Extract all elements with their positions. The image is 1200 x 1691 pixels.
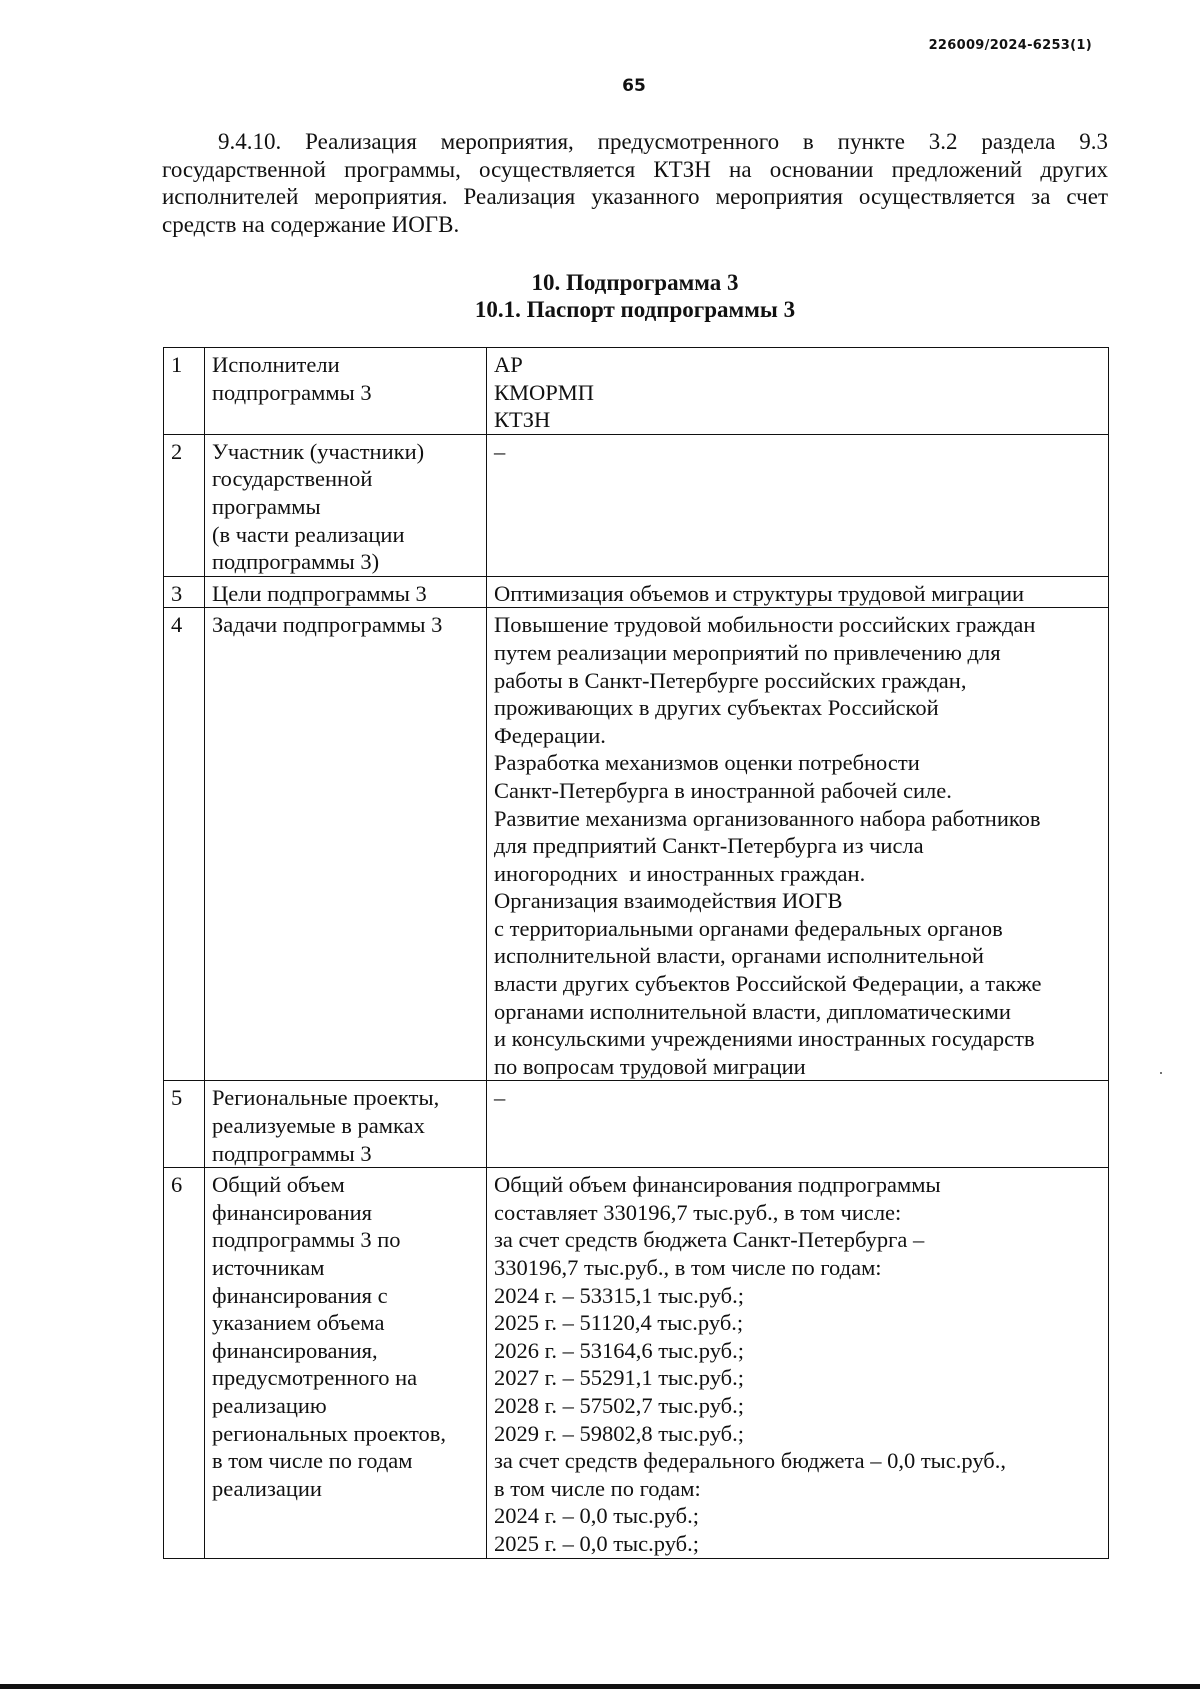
table-row bbox=[164, 1081, 1109, 1168]
label-line: реализации bbox=[212, 1475, 322, 1501]
label-line: реализуемые в рамках bbox=[212, 1113, 425, 1139]
subsection-heading: 10.1. Паспорт подпрограммы 3 bbox=[474, 297, 796, 322]
row-content bbox=[487, 1081, 1109, 1168]
row-label bbox=[205, 1081, 487, 1168]
content-line: 2025 г. – 51120,4 тыс.руб.; bbox=[494, 1310, 744, 1336]
row-content bbox=[487, 608, 1109, 1081]
content-line: с территориальными органами федеральных органов bbox=[494, 915, 1003, 941]
label-line: Участник (участники) bbox=[212, 438, 425, 464]
section-heading: 10. Подпрограмма 3 bbox=[531, 270, 739, 295]
content-line: по вопросам трудовой миграции bbox=[494, 1053, 806, 1079]
label-line: финансирования bbox=[212, 1199, 372, 1225]
content-line: – bbox=[494, 1085, 506, 1111]
label-line: подпрограммы 3 по bbox=[212, 1227, 401, 1253]
label-line: подпрограммы 3) bbox=[212, 549, 380, 575]
label-line: региональных проектов, bbox=[212, 1420, 446, 1446]
label-line: реализацию bbox=[212, 1392, 327, 1418]
table-row bbox=[164, 576, 1109, 608]
table-row bbox=[164, 1168, 1109, 1558]
row-label bbox=[205, 348, 487, 435]
row-content bbox=[487, 1168, 1109, 1558]
table-row bbox=[164, 434, 1109, 576]
label-line: указанием объема bbox=[212, 1310, 385, 1336]
content-line: Федерации. bbox=[494, 722, 606, 748]
content-line: иногородних и иностранных граждан. bbox=[494, 860, 866, 886]
table-row bbox=[164, 608, 1109, 1081]
content-line: АР bbox=[494, 352, 523, 377]
content-line: составляет 330196,7 тыс.руб., в том числе: bbox=[494, 1199, 902, 1225]
content-line: 2027 г. – 55291,1 тыс.руб.; bbox=[494, 1365, 744, 1391]
content-line: 2025 г. – 0,0 тыс.руб.; bbox=[494, 1530, 699, 1556]
content-line: Оптимизация объемов и структуры трудовой миграции bbox=[494, 580, 1025, 606]
intro-paragraph: 9.4.10. Реализация мероприятия, предусмотренного в пункте 3.2 раздела 9.3 государственной программы, осуществляется КТЗН на основании предложений других исполнителей мероприятия. Реализация указанного мероприятия осуществляется за счет средств на содержание ИОГВ. bbox=[162, 129, 1108, 237]
content-line: Развитие механизма организованного набора работников bbox=[494, 805, 1041, 831]
row-label bbox=[205, 434, 487, 576]
content-line: власти других субъектов Российской Федерации, а также bbox=[494, 971, 1042, 997]
row-number: 2 bbox=[164, 434, 205, 576]
row-number: 4 bbox=[164, 608, 205, 1081]
table-row bbox=[164, 348, 1109, 435]
content-line: работы в Санкт-Петербурге российских граждан, bbox=[494, 667, 967, 693]
label-line: Задачи подпрограммы 3 bbox=[212, 612, 443, 638]
page-number: 65 bbox=[622, 76, 646, 96]
content-line: 2024 г. – 0,0 тыс.руб.; bbox=[494, 1503, 699, 1529]
row-content bbox=[487, 348, 1109, 435]
label-line: Цели подпрограммы 3 bbox=[212, 580, 427, 606]
label-line: государственной bbox=[212, 466, 373, 492]
scan-speck bbox=[1160, 1072, 1162, 1074]
content-line: – bbox=[494, 438, 506, 464]
label-line: Общий объем bbox=[212, 1172, 345, 1198]
row-number: 1 bbox=[164, 348, 205, 435]
row-label bbox=[205, 1168, 487, 1558]
content-line: Санкт-Петербурга в иностранной рабочей силе. bbox=[494, 777, 952, 803]
row-content bbox=[487, 434, 1109, 576]
content-line: путем реализации мероприятий по привлечению для bbox=[494, 639, 1001, 665]
content-line: Общий объем финансирования подпрограммы bbox=[494, 1172, 941, 1198]
label-line: финансирования, bbox=[212, 1337, 378, 1363]
subprogram-passport-table bbox=[163, 347, 1109, 1559]
content-line: Разработка механизмов оценки потребности bbox=[494, 750, 920, 776]
label-line: подпрограммы 3 bbox=[212, 1140, 372, 1166]
content-line: в том числе по годам: bbox=[494, 1475, 701, 1501]
content-line: КМОРМП bbox=[494, 379, 595, 405]
row-number: 3 bbox=[164, 576, 205, 608]
label-line: подпрограммы 3 bbox=[212, 379, 372, 405]
row-content bbox=[487, 576, 1109, 608]
content-line: 330196,7 тыс.руб., в том числе по годам: bbox=[494, 1255, 882, 1280]
content-line: 2026 г. – 53164,6 тыс.руб.; bbox=[494, 1337, 744, 1363]
content-line: проживающих в других субъектах Российской bbox=[494, 695, 939, 721]
content-line: исполнительной власти, органами исполнительной bbox=[494, 943, 984, 969]
content-line: органами исполнительной власти, дипломатическими bbox=[494, 998, 1011, 1024]
content-line: 2029 г. – 59802,8 тыс.руб.; bbox=[494, 1420, 744, 1446]
content-line: Повышение трудовой мобильности российских граждан bbox=[494, 612, 1036, 638]
row-number: 5 bbox=[164, 1081, 205, 1168]
content-line: за счет средств бюджета Санкт-Петербурга – bbox=[494, 1227, 925, 1253]
row-number: 6 bbox=[164, 1168, 205, 1558]
label-line: предусмотренного на bbox=[212, 1365, 418, 1391]
label-line: программы bbox=[212, 493, 321, 519]
label-line: источникам bbox=[212, 1255, 325, 1280]
row-label bbox=[205, 576, 487, 608]
content-line: 2024 г. – 53315,1 тыс.руб.; bbox=[494, 1282, 744, 1308]
content-line: и консульскими учреждениями иностранных государств bbox=[494, 1026, 1035, 1052]
content-line: 2028 г. – 57502,7 тыс.руб.; bbox=[494, 1392, 744, 1418]
label-line: (в части реализации bbox=[212, 521, 405, 547]
label-line: в том числе по годам bbox=[212, 1448, 413, 1474]
content-line: Организация взаимодействия ИОГВ bbox=[494, 888, 843, 914]
label-line: Региональные проекты, bbox=[212, 1085, 440, 1111]
content-line: КТЗН bbox=[494, 407, 551, 433]
scan-edge bbox=[0, 1684, 1200, 1689]
content-line: за счет средств федерального бюджета – 0,0 тыс.руб., bbox=[494, 1448, 1007, 1474]
label-line: финансирования с bbox=[212, 1282, 388, 1308]
label-line: Исполнители bbox=[212, 352, 340, 377]
row-label bbox=[205, 608, 487, 1081]
document-id: 226009/2024-6253(1) bbox=[928, 38, 1092, 53]
content-line: для предприятий Санкт-Петербурга из числа bbox=[494, 833, 924, 859]
